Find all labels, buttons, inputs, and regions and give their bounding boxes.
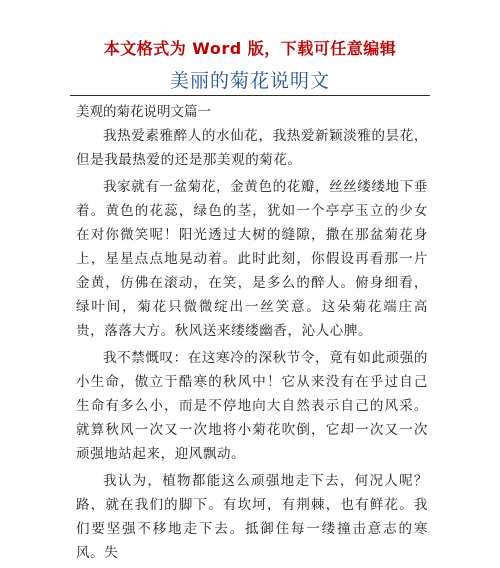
word-format-banner: 本文格式为 Word 版，下载可任意编辑 xyxy=(103,39,397,58)
paragraph-1: 我热爱素雅醉人的水仙花，我热爱新颖淡雅的昙花，但是我最热爱的还是那美观的菊花。 xyxy=(76,128,428,168)
document-body xyxy=(76,100,428,568)
paragraph-2: 我家就有一盆菊花，金黄色的花瓣，丝丝缕缕地下垂着。黄色的花蕊，绿色的茎，犹如一个亭亭玉立的少女在对你微笑呢！阳光透过大树的缝隙，撒在那盆菊花身上，星星点点地晃动着。此时此刻，你假设再看那一片金黄，仿佛在滚动，在笑，是多么的醉人。俯身细看，绿叶间，菊花只微微绽出一丝笑意。这朵菊花端庄高贵，落落大方。秋风送来缕缕幽香，沁人心脾。 xyxy=(76,179,428,339)
section-heading: 美观的菊花说明文篇一 xyxy=(76,104,211,120)
paragraph-3: 我不禁慨叹：在这寒冷的深秋节令，竟有如此顽强的小生命，傲立于酷寒的秋风中！它从来没有在乎过自己生命有多么小，而是不停地向大自然表示自己的风采。就算秋风一次又一次地将小菊花吹倒，它却一次又一次顽强地站起来，迎风飘动。 xyxy=(76,350,428,462)
document-title: 美丽的菊花说明文 xyxy=(169,70,330,92)
title-divider xyxy=(70,95,430,96)
paragraph-4: 我认为，植物都能这么顽强地走下去，何况人呢？路，就在我们的脚下。有坎坷，有荆棘，也有鲜花。我们要坚强不移地走下去。抵御住每一缕撞击意志的寒风。失 xyxy=(76,473,428,561)
